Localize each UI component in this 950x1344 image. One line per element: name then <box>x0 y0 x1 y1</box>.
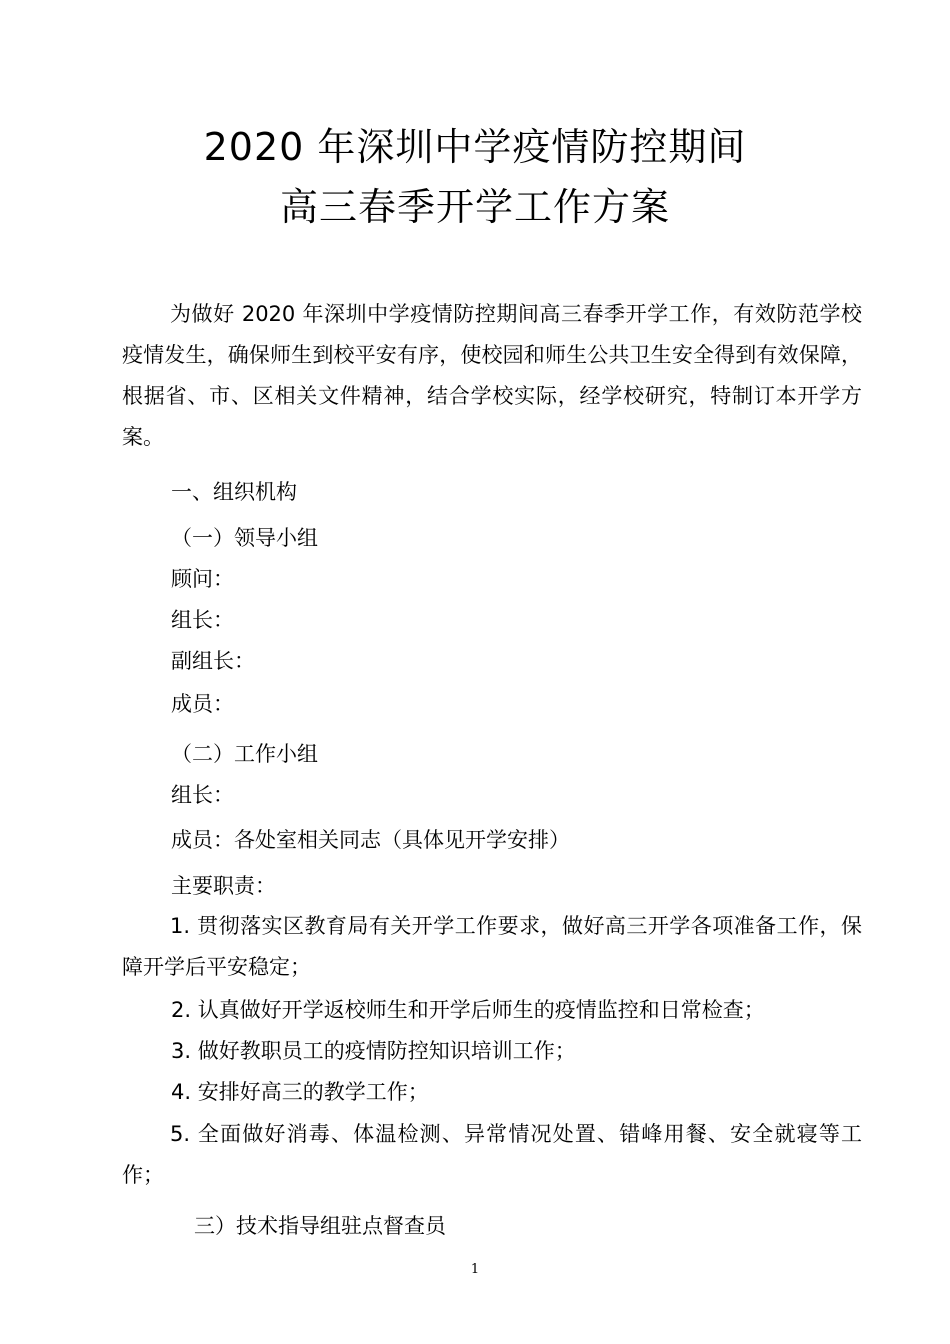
duty-item: 4. 安排好高三的教学工作； <box>171 1080 429 1104</box>
duty-item: 5. 全面做好消毒、体温检测、异常情况处置、错峰用餐、安全就寝等工作； <box>122 1122 862 1187</box>
role-members: 成员： <box>171 692 234 716</box>
role-deputy-leader: 副组长： <box>171 649 255 673</box>
duties-heading: 主要职责： <box>171 874 276 898</box>
subsection-2-heading: （二）工作小组 <box>171 742 318 766</box>
work-group-leader: 组长： <box>171 783 234 807</box>
section-1-heading: 一、组织机构 <box>171 480 297 504</box>
role-adviser: 顾问： <box>171 567 234 591</box>
subsection-1-heading: （一）领导小组 <box>171 526 318 550</box>
role-leader: 组长： <box>171 608 234 632</box>
subsection-3-heading: 三）技术指导组驻点督查员 <box>194 1214 446 1238</box>
document-title-line-2: 高三春季开学工作方案 <box>279 185 670 229</box>
work-group-members: 成员：各处室相关同志（具体见开学安排） <box>171 828 570 852</box>
duty-item: 3. 做好教职员工的疫情防控知识培训工作； <box>171 1039 576 1063</box>
duty-item: 2. 认真做好开学返校师生和开学后师生的疫情监控和日常检查； <box>171 998 765 1022</box>
duty-item: 1. 贯彻落实区教育局有关开学工作要求，做好高三开学各项准备工作，保障开学后平安稳定； <box>122 914 862 979</box>
document-title-line-1: 2020 年深圳中学疫情防控期间 <box>203 125 747 169</box>
page-number: 1 <box>470 1262 480 1277</box>
intro-paragraph: 为做好 2020 年深圳中学疫情防控期间高三春季开学工作，有效防范学校疫情发生，确保师生到校平安有序，使校园和师生公共卫生安全得到有效保障，根据省、市、区相关文件精神，结合学校实际，经学校研究，特制订本开学方案。 <box>122 302 862 449</box>
